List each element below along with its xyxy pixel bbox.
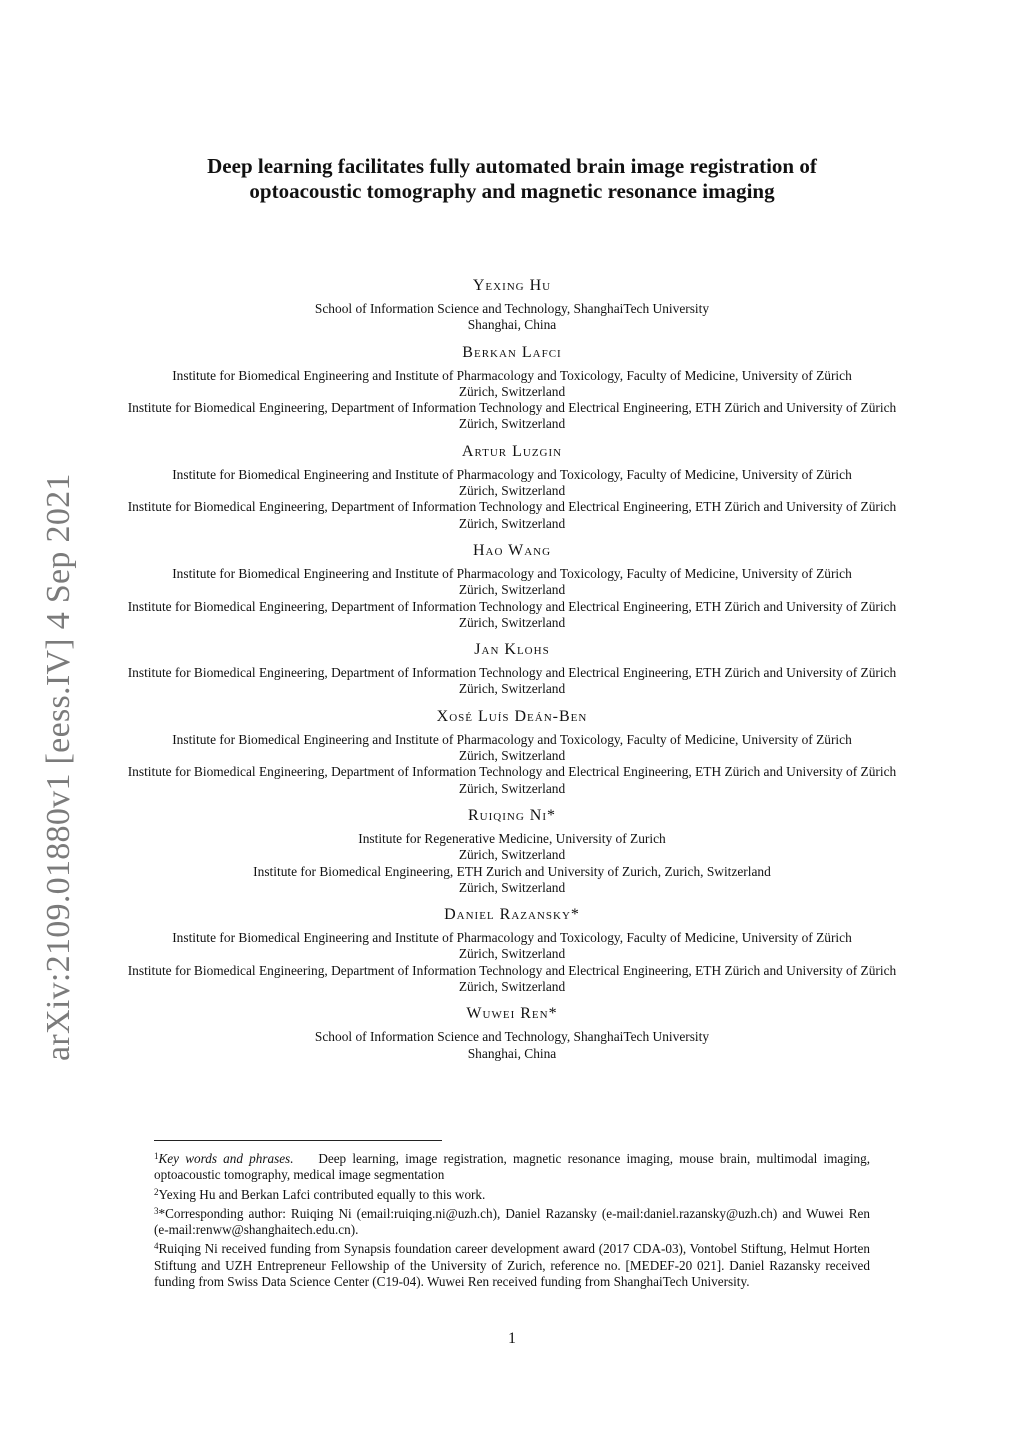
affiliation-line: Institute for Biomedical Engineering, Department of Information Technology and Electrical Engineering, ETH Zürich and University of Zürich — [127, 665, 897, 681]
affiliation-line: Institute for Biomedical Engineering and Institute of Pharmacology and Toxicology, Faculty of Medicine, University of Zürich — [172, 466, 852, 482]
affiliation-line: Institute for Biomedical Engineering and Institute of Pharmacology and Toxicology, Faculty of Medicine, University of Zürich — [172, 367, 852, 383]
affiliation-location: Zürich, Switzerland — [458, 383, 566, 399]
footnote-text: *Corresponding author: Ruiqing Ni (email:ruiqing.ni@uzh.ch), Daniel Razansky (e-mail:daniel.razansky@uzh.ch) and Wuwei Ren (e-mail:renww@shanghaitech.edu.cn). — [154, 1205, 870, 1238]
author-name: Artur Luzgin — [461, 442, 563, 460]
author-block — [0, 638, 1024, 698]
affiliation-line: Institute for Biomedical Engineering, Department of Information Technology and Electrical Engineering, ETH Zürich and University of Zürich — [127, 499, 897, 515]
affiliation-line: Institute for Regenerative Medicine, University of Zurich — [358, 830, 666, 846]
affiliation-location: Zürich, Switzerland — [458, 847, 566, 863]
author-name: Xosé Luís Deán-Ben — [436, 707, 588, 725]
author-block — [0, 705, 1024, 797]
affiliation-location: Zürich, Switzerland — [458, 780, 566, 796]
author-name: Hao Wang — [472, 541, 552, 559]
footnote-mark: 2 — [154, 1186, 159, 1197]
author-name: Ruiqing Ni* — [468, 806, 556, 824]
author-list — [0, 274, 1024, 1069]
author-name: Berkan Lafci — [462, 343, 562, 361]
footnote-mark: 3 — [154, 1205, 159, 1216]
footnote-corresponding-author — [154, 1203, 870, 1239]
affiliation-location: Zürich, Switzerland — [458, 582, 566, 598]
keywords-text: Deep learning, image registration, magnetic resonance imaging, mouse brain, multimodal imaging, optoacoustic tomography, medical image segmentation — [154, 1151, 871, 1183]
affiliation-location: Zürich, Switzerland — [458, 416, 566, 432]
title-line-2: optoacoustic tomography and magnetic resonance imaging — [249, 179, 775, 203]
keywords-label: Key words and phrases. — [158, 1151, 294, 1166]
author-name: Jan Klohs — [474, 641, 550, 659]
affiliation-location: Zürich, Switzerland — [458, 979, 566, 995]
footnote-divider — [154, 1140, 442, 1141]
footnotes — [154, 1140, 870, 1290]
title-line-1: Deep learning facilitates fully automated brain image registration of — [207, 154, 817, 178]
affiliation-location: Zürich, Switzerland — [458, 483, 566, 499]
paper-title — [0, 154, 1024, 204]
author-name: Yexing Hu — [472, 277, 552, 294]
affiliation-location: Shanghai, China — [467, 1045, 557, 1061]
footnote-text: Yexing Hu and Berkan Lafci contributed equally to this work. — [158, 1186, 486, 1202]
affiliation-line: Institute for Biomedical Engineering, Department of Information Technology and Electrical Engineering, ETH Zürich and University of Zürich — [127, 764, 897, 780]
arxiv-identifier-stamp: arXiv:2109.01880v1 [eess.IV] 4 Sep 2021 — [40, 473, 77, 1061]
affiliation-line: Institute for Biomedical Engineering and Institute of Pharmacology and Toxicology, Faculty of Medicine, University of Zürich — [172, 731, 852, 747]
affiliation-line: Institute for Biomedical Engineering, Department of Information Technology and Electrical Engineering, ETH Zürich and University of Zürich — [127, 400, 897, 416]
affiliation-line: Institute for Biomedical Engineering and Institute of Pharmacology and Toxicology, Faculty of Medicine, University of Zürich — [172, 565, 852, 581]
footnote-text: Ruiqing Ni received funding from Synapsis foundation career development award (2017 CDA-03), Vontobel Stiftung, Helmut Horten Stiftung and UZH Entrepreneur Fellowship of the University of Zurich, reference no. [MEDEF-20 021]. Daniel Razansky received funding from Swiss Data Science Center (C19-04). Wuwei Ren received funding from ShanghaiTech University. — [154, 1241, 870, 1290]
affiliation-line: Institute for Biomedical Engineering, Department of Information Technology and Electrical Engineering, ETH Zürich and University of Zürich — [127, 598, 897, 614]
affiliation-location: Zürich, Switzerland — [458, 879, 566, 895]
affiliation-location: Zürich, Switzerland — [458, 681, 566, 697]
author-block — [0, 903, 1024, 995]
footnote-equal-contribution — [154, 1184, 870, 1203]
affiliation-line: Institute for Biomedical Engineering, Department of Information Technology and Electrical Engineering, ETH Zürich and University of Zürich — [127, 962, 897, 978]
affiliation-line: School of Information Science and Technology, ShanghaiTech University — [314, 1029, 710, 1045]
author-block — [0, 804, 1024, 896]
affiliation-line: Institute for Biomedical Engineering, ETH Zurich and University of Zurich, Zurich, Switzerland — [253, 863, 771, 879]
footnote-mark: 1 — [154, 1151, 159, 1161]
affiliation-location: Zürich, Switzerland — [458, 614, 566, 630]
author-block — [0, 1002, 1024, 1062]
affiliation-line: Institute for Biomedical Engineering and Institute of Pharmacology and Toxicology, Faculty of Medicine, University of Zürich — [172, 930, 852, 946]
affiliation-line: School of Information Science and Technology, ShanghaiTech University — [314, 301, 710, 316]
page-number: 1 — [508, 1330, 516, 1347]
affiliation-location: Zürich, Switzerland — [458, 748, 566, 764]
author-block — [0, 274, 1024, 334]
affiliation-location: Zürich, Switzerland — [458, 946, 566, 962]
author-name: Wuwei Ren* — [466, 1005, 558, 1023]
author-name: Daniel Razansky* — [444, 906, 580, 924]
affiliation-location: Shanghai, China — [467, 317, 557, 333]
author-block — [0, 341, 1024, 433]
affiliation-location: Zürich, Switzerland — [458, 515, 566, 531]
footnote-mark: 4 — [154, 1241, 159, 1252]
author-block — [0, 440, 1024, 532]
footnote-funding — [154, 1238, 870, 1290]
footnote-keywords — [154, 1148, 870, 1184]
author-block — [0, 539, 1024, 631]
